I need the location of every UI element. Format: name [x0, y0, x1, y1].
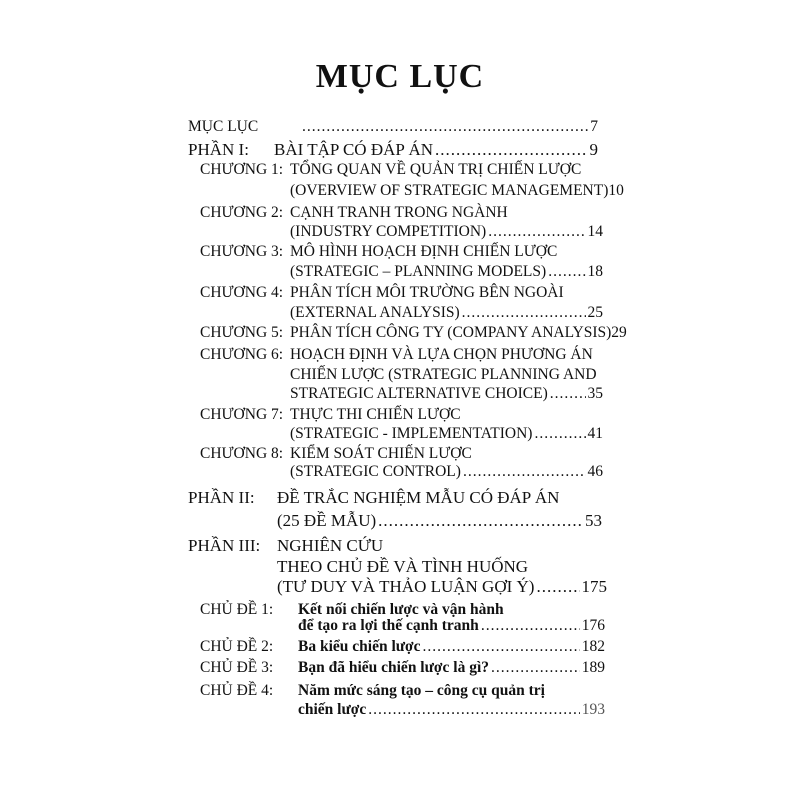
toc-part-1[interactable]: [0, 140, 800, 160]
chapter-subtitle: (STRATEGIC CONTROL): [290, 463, 461, 480]
page-title: MỤC LỤC: [315, 58, 485, 95]
chapter-label: CHƯƠNG 4:: [200, 284, 284, 301]
part-title: ĐỀ TRẮC NGHIỆM MẪU CÓ ĐÁP ÁN: [277, 488, 560, 507]
topic-label: CHỦ ĐỀ 2:: [200, 638, 274, 655]
part-subtitle: (25 ĐỀ MẪU): [277, 511, 377, 530]
entry-leader: [298, 616, 605, 636]
page-number: 9: [589, 140, 598, 159]
toc-part-3-cont[interactable]: [0, 557, 800, 577]
chapter-subtitle: (STRATEGIC – PLANNING MODELS): [290, 263, 547, 280]
chapter-title: THỰC THI CHIẾN LƯỢC: [290, 406, 461, 423]
toc-part-2-cont[interactable]: [0, 511, 800, 531]
topic-title: Ba kiểu chiến lược: [298, 638, 421, 655]
entry-leader: [300, 117, 598, 137]
entry-leader: [290, 462, 603, 482]
toc-entry-muc-luc[interactable]: [0, 117, 800, 137]
toc-chapter-5[interactable]: [0, 323, 800, 343]
entry-leader: [277, 511, 602, 531]
entry-leader: [298, 700, 605, 720]
toc-chapter-1[interactable]: [0, 160, 800, 180]
toc-chapter-1-cont[interactable]: [0, 181, 800, 201]
part-label: PHẦN II:: [188, 488, 255, 507]
entry-leader: [290, 262, 603, 282]
page-number: 7: [590, 118, 598, 135]
chapter-title: KIỂM SOÁT CHIẾN LƯỢC: [290, 445, 472, 462]
toc-chapter-8[interactable]: [0, 444, 800, 464]
page-number: 175: [581, 577, 607, 596]
topic-label: CHỦ ĐỀ 1:: [200, 601, 274, 618]
chapter-title-cont: CHIẾN LƯỢC (STRATEGIC PLANNING AND: [290, 366, 597, 383]
toc-topic-3[interactable]: [0, 658, 800, 678]
part-title: NGHIÊN CỨU: [277, 536, 384, 555]
toc-chapter-7-cont[interactable]: [0, 424, 800, 444]
page-number: 46: [587, 463, 603, 480]
part-label: PHẦN I:: [188, 140, 249, 159]
part-title-cont: THEO CHỦ ĐỀ VÀ TÌNH HUỐNG: [277, 557, 529, 576]
chapter-subtitle: (OVERVIEW OF STRATEGIC MANAGEMENT): [290, 182, 609, 199]
part-subtitle: (TƯ DUY VÀ THẢO LUẬN GỢI Ý): [277, 577, 535, 596]
toc-topic-1-cont[interactable]: [0, 616, 800, 636]
toc-topic-2[interactable]: [0, 637, 800, 657]
chapter-title: PHÂN TÍCH CÔNG TY (COMPANY ANALYSIS): [290, 324, 612, 341]
toc-chapter-4-cont[interactable]: [0, 303, 800, 323]
page-number: 14: [587, 223, 603, 240]
toc-chapter-4[interactable]: [0, 283, 800, 303]
chapter-title: TỔNG QUAN VỀ QUẢN TRỊ CHIẾN LƯỢC: [290, 161, 582, 178]
entry-leader: [290, 424, 603, 444]
chapter-label: CHƯƠNG 8:: [200, 445, 284, 462]
page-number: 35: [587, 385, 603, 402]
entry-text: MỤC LỤC: [188, 118, 259, 135]
topic-subtitle: để tạo ra lợi thế cạnh tranh: [298, 617, 479, 634]
entry-leader: [277, 577, 607, 597]
page-number: 189: [581, 659, 605, 676]
toc-chapter-2-cont[interactable]: [0, 222, 800, 242]
chapter-label: CHƯƠNG 6:: [200, 346, 284, 363]
toc-chapter-2[interactable]: [0, 203, 800, 223]
toc-chapter-7[interactable]: [0, 405, 800, 425]
entry-leader: [290, 222, 603, 242]
chapter-subtitle: (INDUSTRY COMPETITION): [290, 223, 487, 240]
chapter-subtitle: (EXTERNAL ANALYSIS): [290, 304, 460, 321]
entry-leader: [290, 181, 624, 201]
chapter-subtitle: (STRATEGIC - IMPLEMENTATION): [290, 425, 533, 442]
page-number: 29: [611, 324, 627, 341]
part-label: PHẦN III:: [188, 536, 261, 555]
topic-label: CHỦ ĐỀ 4:: [200, 682, 274, 699]
entry-leader: [290, 323, 627, 343]
page-number: 18: [587, 263, 603, 280]
page-number: 182: [581, 638, 605, 655]
toc-chapter-6-cont[interactable]: [0, 365, 800, 385]
chapter-label: CHƯƠNG 1:: [200, 161, 284, 178]
chapter-label: CHƯƠNG 5:: [200, 324, 284, 341]
chapter-title: PHÂN TÍCH MÔI TRƯỜNG BÊN NGOÀI: [290, 284, 564, 301]
toc-part-3-cont2[interactable]: [0, 577, 800, 597]
toc-chapter-8-cont[interactable]: [0, 462, 800, 482]
chapter-subtitle: STRATEGIC ALTERNATIVE CHOICE): [290, 385, 548, 402]
page-number: 10: [608, 182, 624, 199]
toc-chapter-3-cont[interactable]: [0, 262, 800, 282]
entry-leader: [274, 140, 598, 160]
topic-label: CHỦ ĐỀ 3:: [200, 659, 274, 676]
toc-part-2[interactable]: [0, 488, 800, 508]
page-number: 41: [587, 425, 603, 442]
toc-topic-4[interactable]: [0, 681, 800, 701]
chapter-label: CHƯƠNG 2:: [200, 204, 284, 221]
topic-title: Bạn đã hiểu chiến lược là gì?: [298, 659, 489, 676]
page-number: 25: [587, 304, 603, 321]
topic-subtitle: chiến lược: [298, 701, 367, 718]
toc-part-3[interactable]: [0, 536, 800, 556]
topic-title: Kết nối chiến lược và vận hành: [298, 601, 504, 618]
page-number: 176: [581, 617, 605, 634]
entry-leader: [298, 637, 605, 657]
part-title: BÀI TẬP CÓ ĐÁP ÁN: [274, 140, 434, 159]
page-number: 193: [581, 701, 605, 718]
chapter-label: CHƯƠNG 3:: [200, 243, 284, 260]
topic-title: Năm mức sáng tạo – công cụ quản trị: [298, 682, 545, 699]
entry-leader: [290, 384, 603, 404]
entry-leader: [298, 658, 605, 678]
page-number: 53: [585, 511, 602, 530]
chapter-title: CẠNH TRANH TRONG NGÀNH: [290, 204, 508, 221]
toc-chapter-6-cont2[interactable]: [0, 384, 800, 404]
chapter-label: CHƯƠNG 7:: [200, 406, 284, 423]
chapter-title: HOẠCH ĐỊNH VÀ LỰA CHỌN PHƯƠNG ÁN: [290, 346, 593, 363]
toc-chapter-6[interactable]: [0, 345, 800, 365]
entry-leader: [290, 303, 603, 323]
toc-chapter-3[interactable]: [0, 242, 800, 262]
toc-topic-4-cont[interactable]: [0, 700, 800, 720]
chapter-title: MÔ HÌNH HOẠCH ĐỊNH CHIẾN LƯỢC: [290, 243, 558, 260]
